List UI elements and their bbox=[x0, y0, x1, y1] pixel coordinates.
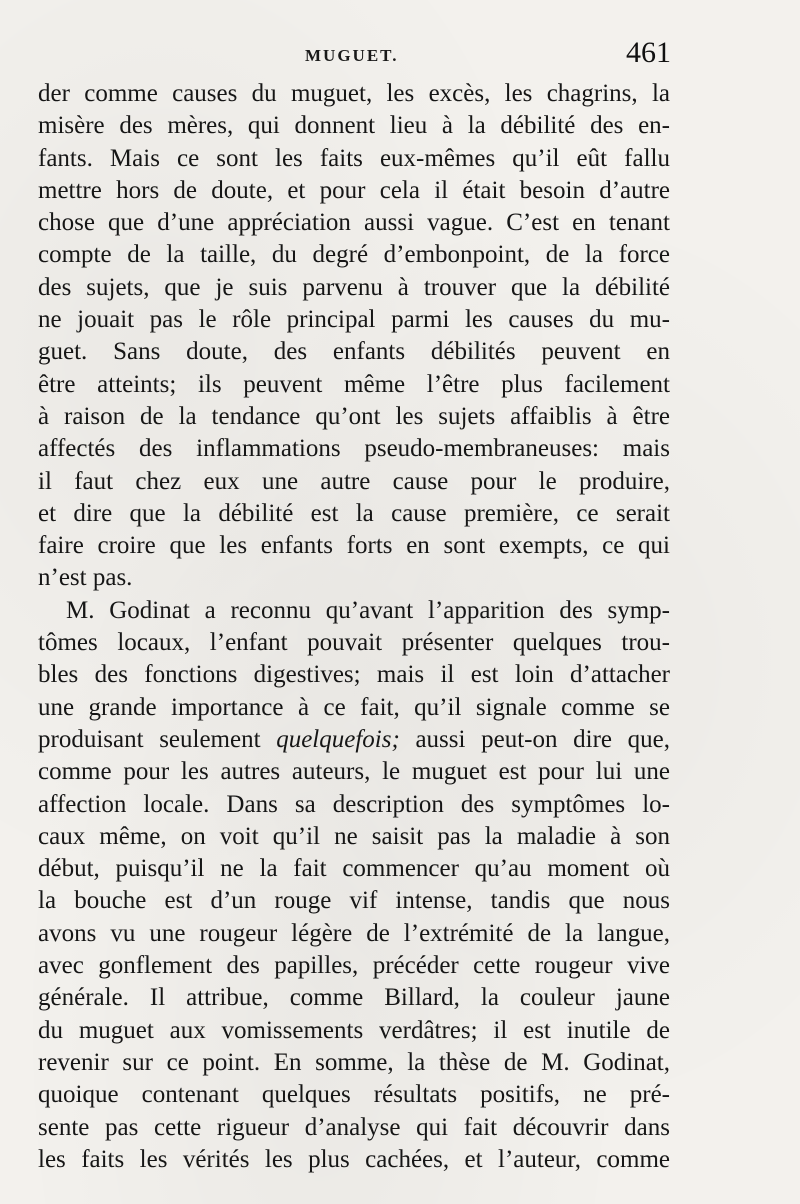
text-line-15: faire croire que les enfants forts en sont exempts, ce qui bbox=[38, 532, 670, 560]
running-head bbox=[0, 36, 800, 80]
text-line-22: comme pour les autres auteurs, le muguet est pour lui une bbox=[38, 758, 670, 786]
text-line-30: du muguet aux vomissements verdâtres; il est inutile de bbox=[38, 1016, 670, 1044]
text-line-13: il faut chez eux une autre cause pour le produire, bbox=[38, 467, 670, 495]
text-line-1: der comme causes du muguet, les excès, les chagrins, la bbox=[38, 80, 670, 107]
text-line-17: M. Godinat a reconnu qu’avant l’apparition des symp- bbox=[66, 596, 670, 624]
text-line-3: fants. Mais ce sont les faits eux-mêmes qu’il eût fallu bbox=[38, 144, 670, 172]
text-line-6: compte de la taille, du degré d’embonpoint, de la force bbox=[38, 241, 670, 269]
body-text bbox=[38, 78, 670, 1176]
text-line-26: la bouche est d’un rouge vif intense, tandis que nous bbox=[38, 887, 670, 915]
text-line-21-end: aussi peut-on dire que, bbox=[399, 725, 670, 753]
running-title: MUGUET. bbox=[305, 46, 399, 65]
text-line-29: générale. Il attribue, comme Billard, la couleur jaune bbox=[38, 984, 670, 1012]
page-number: 461 bbox=[626, 36, 671, 69]
text-line-9: guet. Sans doute, des enfants débilités peuvent en bbox=[38, 338, 670, 366]
text-line-5: chose que d’une appréciation aussi vague. C’est en tenant bbox=[38, 209, 670, 237]
text-line-20: une grande importance à ce fait, qu’il signale comme se bbox=[38, 693, 670, 721]
text-line-34: les faits les vérités les plus cachées, et l’auteur, comme bbox=[38, 1145, 670, 1173]
text-line-2: misère des mères, qui donnent lieu à la débilité des en- bbox=[38, 112, 670, 140]
text-line-14: et dire que la débilité est la cause première, ce serait bbox=[38, 499, 670, 527]
text-line-24: caux même, on voit qu’il ne saisit pas la maladie à son bbox=[38, 822, 670, 850]
text-line-8: ne jouait pas le rôle principal parmi les causes du mu- bbox=[38, 306, 670, 334]
text-line-28: avec gonflement des papilles, précéder cette rougeur vive bbox=[38, 952, 670, 980]
text-line-25: début, puisqu’il ne la fait commencer qu’au moment où bbox=[38, 855, 670, 883]
text-line-21-start: produisant seulement bbox=[38, 725, 277, 753]
text-line-12: affectés des inflammations pseudo-membraneuses: mais bbox=[38, 435, 670, 463]
text-line-19: bles des fonctions digestives; mais il est loin d’attacher bbox=[38, 661, 670, 689]
text-line-32: quoique contenant quelques résultats positifs, ne pré- bbox=[38, 1081, 670, 1109]
text-line-33: sente pas cette rigueur d’analyse qui fait découvrir dans bbox=[38, 1113, 670, 1141]
text-line-11: à raison de la tendance qu’ont les sujets affaiblis à être bbox=[38, 402, 670, 430]
text-line-7: des sujets, que je suis parvenu à trouver que la débilité bbox=[38, 273, 670, 301]
text-line-27: avons vu une rougeur légère de l’extrémité de la langue, bbox=[38, 919, 670, 947]
text-line-10: être atteints; ils peuvent même l’être plus facilement bbox=[38, 370, 670, 398]
text-line-4: mettre hors de doute, et pour cela il était besoin d’autre bbox=[38, 176, 670, 204]
text-line-23: affection locale. Dans sa description des symptômes lo- bbox=[38, 790, 670, 818]
italic-quelquefois: quelquefois; bbox=[276, 725, 400, 753]
text-line-16: n’est pas. bbox=[38, 564, 133, 592]
text-line-18: tômes locaux, l’enfant pouvait présenter quelques trou- bbox=[38, 629, 670, 657]
text-line-21 bbox=[38, 724, 670, 756]
text-line-31: revenir sur ce point. En somme, la thèse de M. Godinat, bbox=[38, 1048, 670, 1076]
